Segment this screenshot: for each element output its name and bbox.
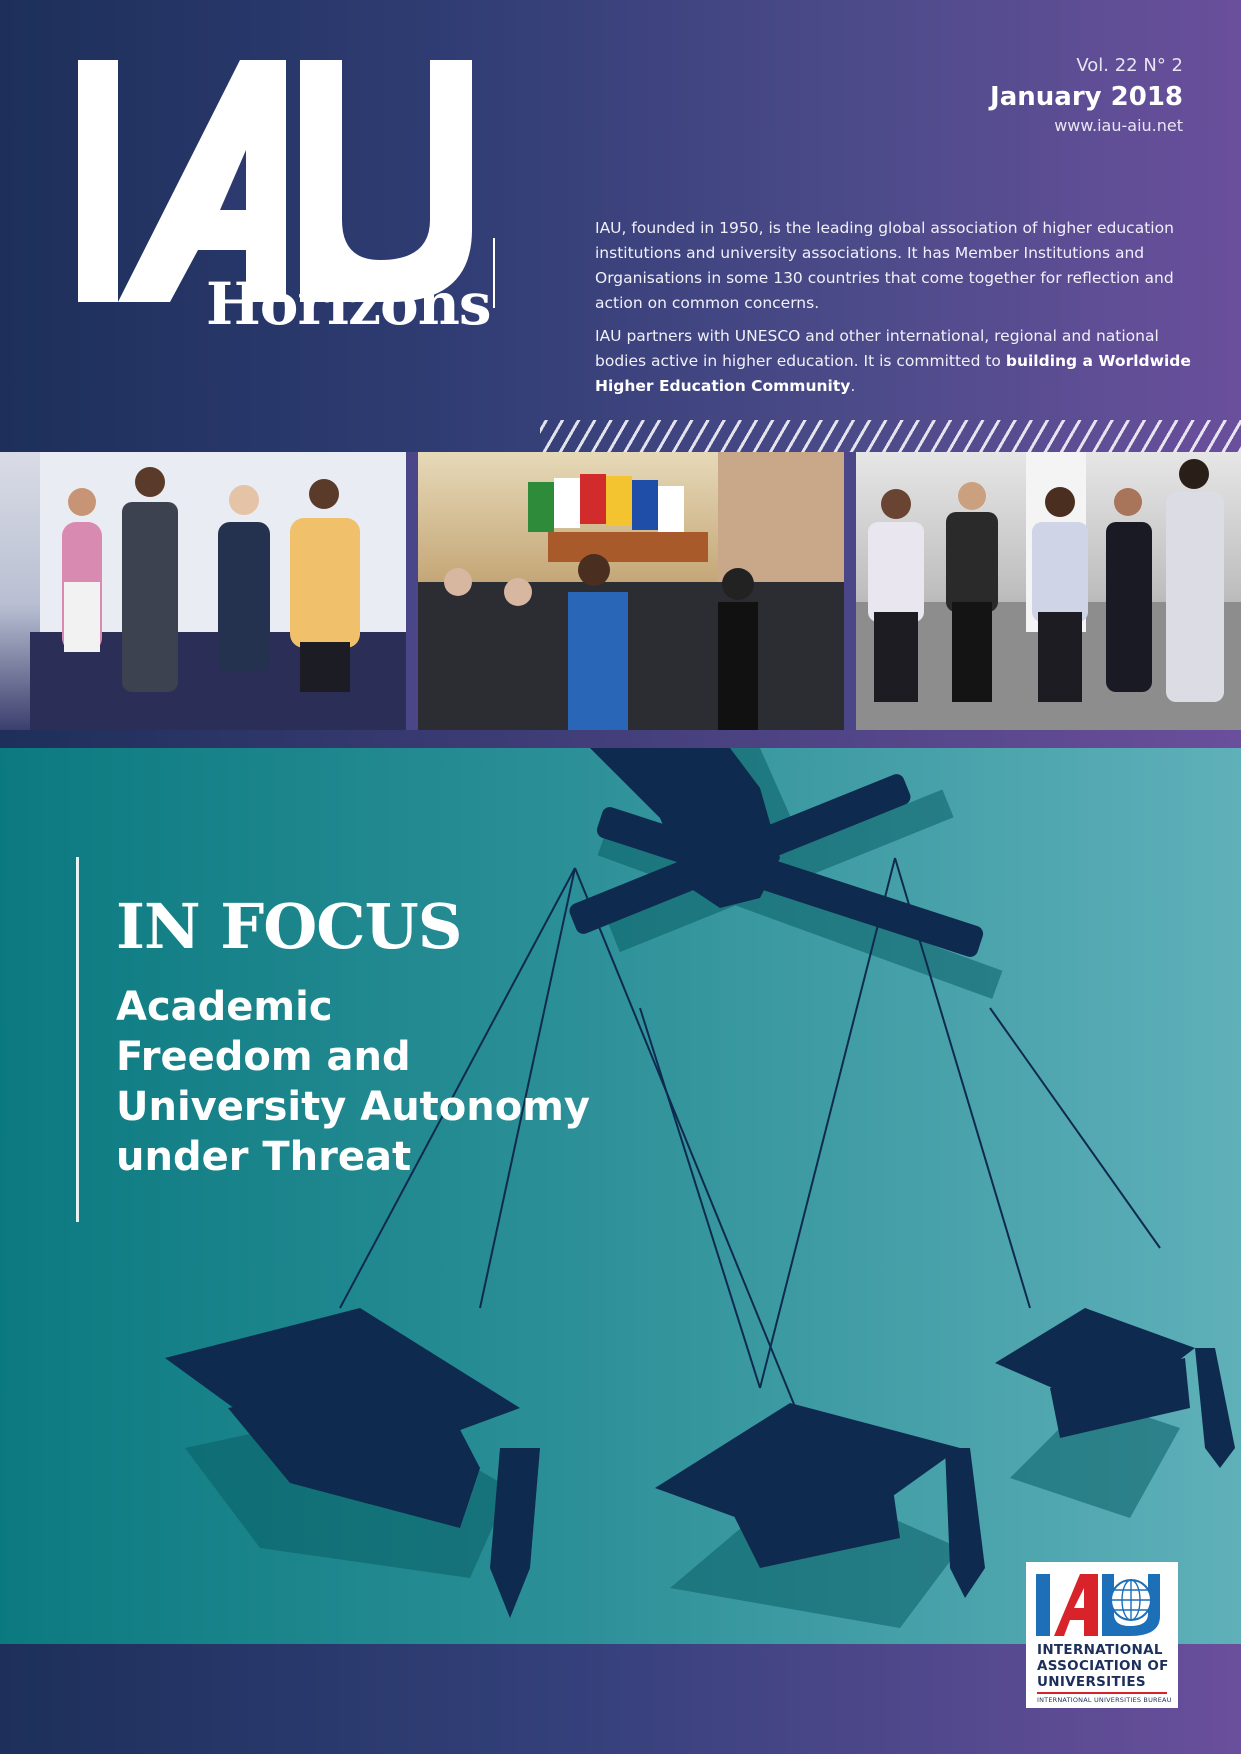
flags-procession-photo (418, 452, 844, 730)
headline-line-1: Academic (116, 984, 333, 1030)
diagonal-hatch-decoration (540, 420, 1241, 452)
logo-text-line-1: INTERNATIONAL (1037, 1642, 1163, 1658)
logo-text-line-2: ASSOCIATION OF (1037, 1658, 1169, 1674)
logo-red-rule (1037, 1692, 1167, 1694)
iau-globe-icon (1036, 1570, 1168, 1642)
about-paragraph-2 (595, 324, 1195, 399)
about-paragraph-2-bold: building a Worldwide Higher Education Community (595, 352, 1191, 395)
about-paragraph-2-start: IAU partners with UNESCO and other international, regional and national bodies active in higher education. It is committed to (595, 327, 1159, 370)
conference-podium-photo (0, 452, 406, 730)
puppet-scales-illustration (0, 748, 1241, 1644)
logo-text-line-4: INTERNATIONAL UNIVERSITIES BUREAU (1037, 1696, 1172, 1704)
about-text (595, 216, 1195, 407)
logo-text-line-3: UNIVERSITIES (1037, 1674, 1146, 1690)
about-paragraph-1: IAU, founded in 1950, is the leading global association of higher education institutions and university associations. It has Member Institutions and Organisations in some 130 countries that come together for reflection and action on common concerns. (595, 219, 1174, 312)
headline-line-4: under Threat (116, 1134, 412, 1180)
about-paragraph-2-end: . (850, 377, 856, 395)
volume-number: Vol. 22 N° 2 (1076, 55, 1183, 76)
delegates-discussion-photo (856, 452, 1241, 730)
issue-date: January 2018 (990, 82, 1183, 112)
accent-divider-line (76, 857, 79, 1222)
masthead-band (0, 0, 1241, 452)
in-focus-label: IN FOCUS (116, 890, 462, 963)
headline-line-2: Freedom and (116, 1034, 411, 1080)
website-url[interactable]: www.iau-aiu.net (1054, 116, 1183, 135)
photo-strip (0, 452, 1241, 730)
headline-line-3: University Autonomy (116, 1084, 590, 1130)
photo-strip-border (0, 730, 1241, 748)
iau-organisation-logo (1026, 1562, 1178, 1708)
cover-headline (116, 982, 596, 1182)
horizons-wordmark: Horizons (206, 270, 491, 338)
